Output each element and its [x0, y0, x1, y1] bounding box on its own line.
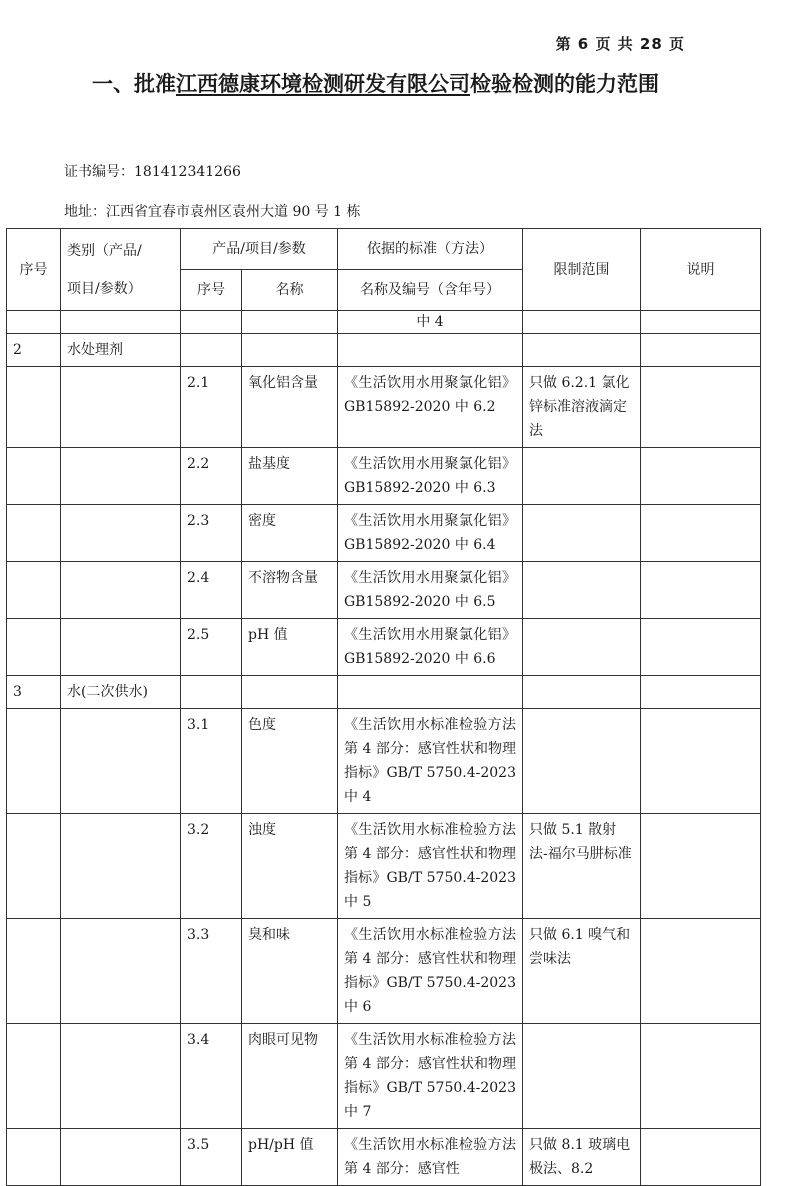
- cell-item-seq: 2.4: [181, 562, 242, 619]
- cell-category: [61, 1024, 181, 1129]
- cell-note: [641, 1024, 761, 1129]
- cell-category: [61, 562, 181, 619]
- cell-category: [61, 448, 181, 505]
- header-item-seq: 序号: [181, 270, 242, 311]
- cell-note: [641, 676, 761, 709]
- cell-item-seq: 2.2: [181, 448, 242, 505]
- header-limit: 限制范围: [523, 229, 641, 311]
- cell-limit: 只做 6.1 嗅气和尝味法: [523, 919, 641, 1024]
- cell-seq: [7, 367, 61, 448]
- header-standard-line2: 名称及编号（含年号）: [338, 270, 523, 311]
- cell-limit: [523, 619, 641, 676]
- cell-seq: [7, 619, 61, 676]
- cell-note: [641, 311, 761, 334]
- table-row: [7, 311, 761, 334]
- cell-note: [641, 919, 761, 1024]
- cell-standard: [338, 334, 523, 367]
- cell-note: [641, 367, 761, 448]
- table-body: [7, 311, 761, 1186]
- cell-group-seq: 2: [7, 334, 61, 367]
- cell-item-seq: 2.3: [181, 505, 242, 562]
- cell-seq: [7, 709, 61, 814]
- header-standard-line1: 依据的标准（方法）: [338, 229, 523, 270]
- page-title: [92, 68, 659, 98]
- cell-item-name: [242, 676, 338, 709]
- cell-standard: 《生活饮用水标准检验方法 第 4 部分：感官性状和物理指标》GB/T 5750.4-2023 中 7: [338, 1024, 523, 1129]
- cell-category: [61, 311, 181, 334]
- header-category-line1: 类别（产品/: [67, 242, 142, 259]
- certificate-number: 证书编号：181412341266: [64, 164, 241, 180]
- cell-limit: [523, 562, 641, 619]
- table-row: [7, 1024, 761, 1129]
- cell-item-name: 肉眼可见物: [242, 1024, 338, 1129]
- table-row: [7, 1129, 761, 1186]
- cell-standard: 《生活饮用水标准检验方法 第 4 部分：感官性状和物理指标》GB/T 5750.4-2023 中 6: [338, 919, 523, 1024]
- header-category-line2: 项目/参数）: [67, 280, 142, 297]
- cell-limit: [523, 709, 641, 814]
- cell-item-seq: 2.5: [181, 619, 242, 676]
- cell-category: [61, 919, 181, 1024]
- cell-standard: 《生活饮用水标准检验方法 第 4 部分：感官性状和物理指标》GB/T 5750.4-2023 中 4: [338, 709, 523, 814]
- cell-category: [61, 709, 181, 814]
- page-number: 第 6 页 共 28 页: [555, 35, 685, 53]
- cell-category: [61, 367, 181, 448]
- cell-limit: [523, 505, 641, 562]
- cell-seq: [7, 1129, 61, 1186]
- cell-seq: [7, 448, 61, 505]
- header-category: [61, 229, 181, 311]
- cell-category: [61, 619, 181, 676]
- cell-standard: 《生活饮用水用聚氯化铝》GB15892-2020 中 6.5: [338, 562, 523, 619]
- cell-seq: [7, 311, 61, 334]
- cell-item-seq: [181, 676, 242, 709]
- cell-item-name: 浊度: [242, 814, 338, 919]
- address: 地址：江西省宜春市袁州区袁州大道 90 号 1 栋: [64, 204, 361, 220]
- cell-standard: 《生活饮用水用聚氯化铝》GB15892-2020 中 6.6: [338, 619, 523, 676]
- cell-limit: 只做 8.1 玻璃电极法、8.2: [523, 1129, 641, 1186]
- cell-item-name: 色度: [242, 709, 338, 814]
- table-row: [7, 505, 761, 562]
- cell-seq: [7, 1024, 61, 1129]
- capability-table: [6, 228, 761, 1186]
- cell-item-name: 臭和味: [242, 919, 338, 1024]
- cell-item-seq: 3.3: [181, 919, 242, 1024]
- cell-note: [641, 448, 761, 505]
- cell-item-name: 氧化铝含量: [242, 367, 338, 448]
- table-row: [7, 448, 761, 505]
- cell-standard: 《生活饮用水标准检验方法 第 4 部分：感官性状和物理指标》GB/T 5750.4-2023 中 5: [338, 814, 523, 919]
- cell-category: [61, 505, 181, 562]
- cell-item-seq: 3.5: [181, 1129, 242, 1186]
- cell-item-seq: [181, 311, 242, 334]
- cell-note: [641, 334, 761, 367]
- cell-limit: [523, 311, 641, 334]
- header-item-name: 名称: [242, 270, 338, 311]
- cell-limit: [523, 448, 641, 505]
- cell-item-seq: 3.4: [181, 1024, 242, 1129]
- header-item-group: 产品/项目/参数: [181, 229, 338, 270]
- title-suffix: 检验检测的能力范围: [470, 72, 659, 96]
- cell-item-seq: 3.2: [181, 814, 242, 919]
- cell-group-seq: 3: [7, 676, 61, 709]
- cell-limit: 只做 5.1 散射法-福尔马肼标准: [523, 814, 641, 919]
- header-seq: 序号: [7, 229, 61, 311]
- cell-limit: [523, 1024, 641, 1129]
- title-prefix: 一、批准: [92, 72, 176, 96]
- header-note: 说明: [641, 229, 761, 311]
- cell-note: [641, 814, 761, 919]
- table-row: [7, 814, 761, 919]
- title-org: 江西德康环境检测研发有限公司: [176, 72, 470, 96]
- cell-note: [641, 709, 761, 814]
- cell-item-name: 不溶物含量: [242, 562, 338, 619]
- cell-item-seq: [181, 334, 242, 367]
- cell-limit: 只做 6.2.1 氯化锌标准溶液滴定法: [523, 367, 641, 448]
- cell-group-category: 水(二次供水): [61, 676, 181, 709]
- table-row: [7, 919, 761, 1024]
- group-row: [7, 676, 761, 709]
- cell-item-seq: 3.1: [181, 709, 242, 814]
- cell-standard: 《生活饮用水标准检验方法 第 4 部分：感官性: [338, 1129, 523, 1186]
- cell-seq: [7, 562, 61, 619]
- cell-note: [641, 1129, 761, 1186]
- cell-seq: [7, 814, 61, 919]
- cell-note: [641, 619, 761, 676]
- group-row: [7, 334, 761, 367]
- table-row: [7, 709, 761, 814]
- cell-standard: 《生活饮用水用聚氯化铝》GB15892-2020 中 6.4: [338, 505, 523, 562]
- cell-group-category: 水处理剂: [61, 334, 181, 367]
- cell-category: [61, 814, 181, 919]
- cell-item-name: pH 值: [242, 619, 338, 676]
- cell-item-name: [242, 311, 338, 334]
- cell-item-seq: 2.1: [181, 367, 242, 448]
- cell-limit: [523, 334, 641, 367]
- cell-item-name: [242, 334, 338, 367]
- cell-standard: 中 4: [338, 311, 523, 334]
- cell-note: [641, 562, 761, 619]
- cell-standard: [338, 676, 523, 709]
- cell-item-name: 盐基度: [242, 448, 338, 505]
- cell-seq: [7, 919, 61, 1024]
- cell-note: [641, 505, 761, 562]
- cell-standard: 《生活饮用水用聚氯化铝》GB15892-2020 中 6.3: [338, 448, 523, 505]
- cell-item-name: pH/pH 值: [242, 1129, 338, 1186]
- cell-standard: 《生活饮用水用聚氯化铝》GB15892-2020 中 6.2: [338, 367, 523, 448]
- cell-limit: [523, 676, 641, 709]
- table-row: [7, 367, 761, 448]
- cell-seq: [7, 505, 61, 562]
- table-row: [7, 619, 761, 676]
- cell-category: [61, 1129, 181, 1186]
- table-row: [7, 562, 761, 619]
- cell-item-name: 密度: [242, 505, 338, 562]
